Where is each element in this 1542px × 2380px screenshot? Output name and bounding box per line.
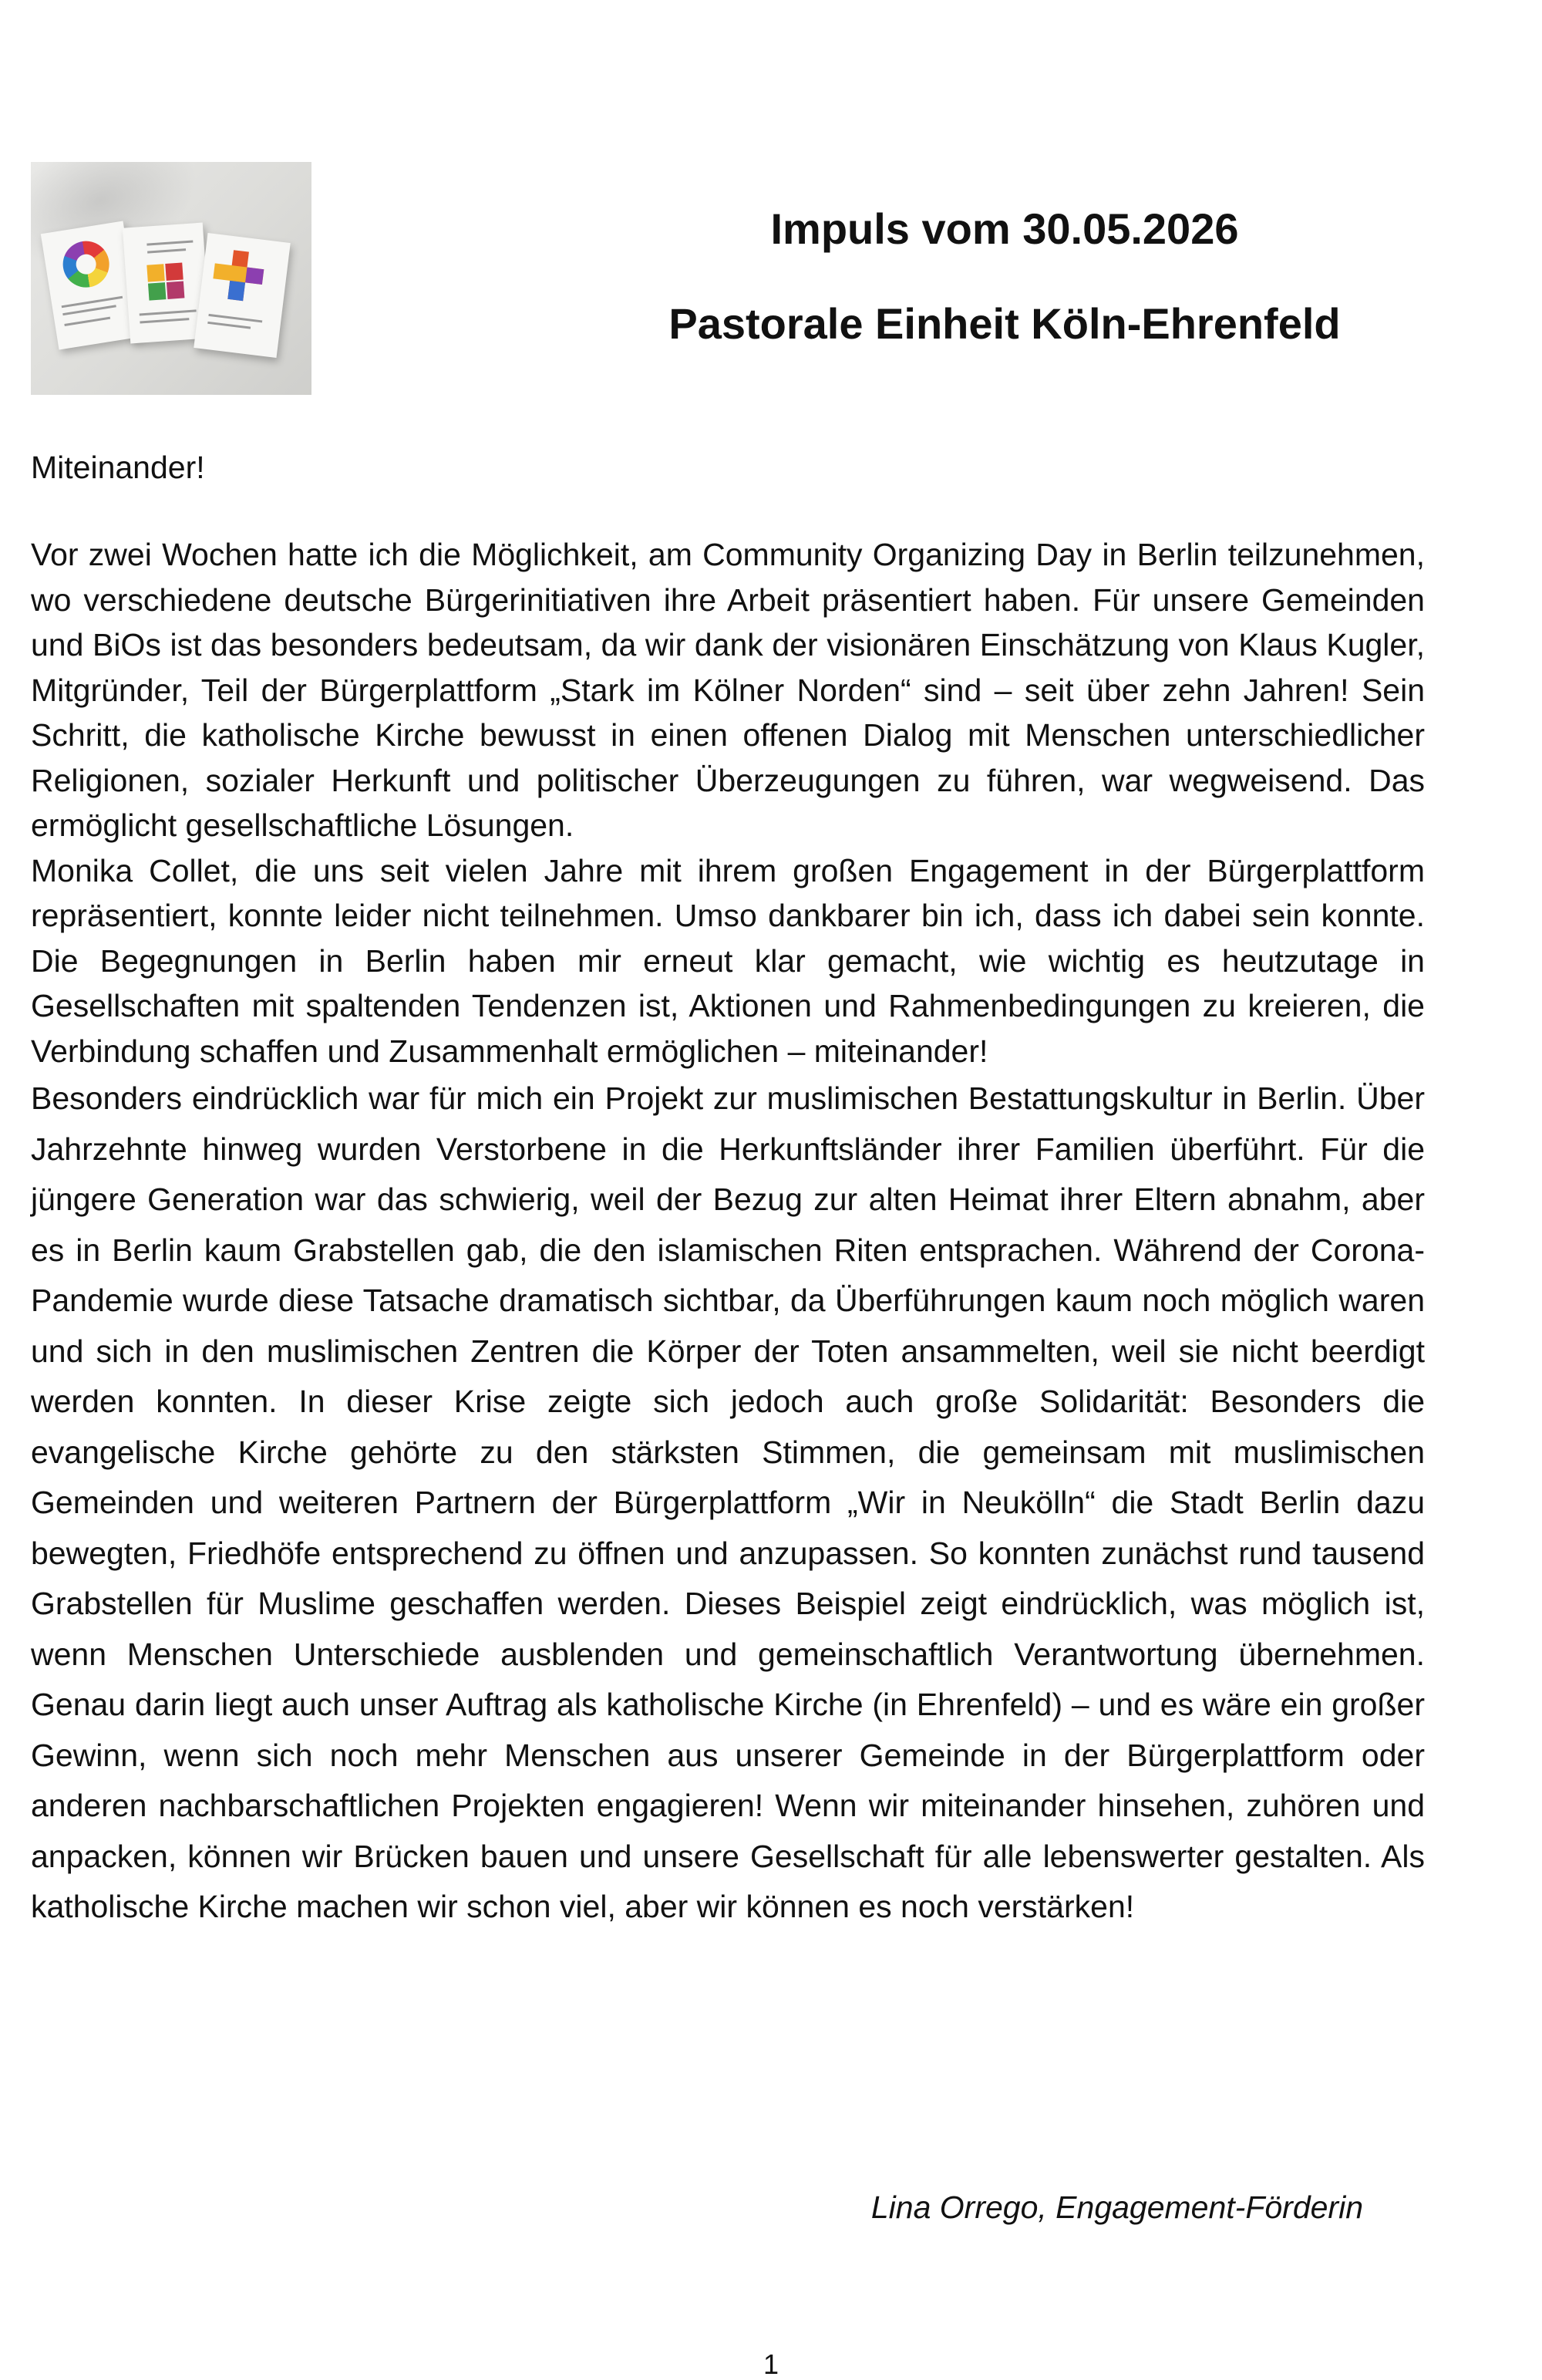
page-title: Impuls vom 30.05.2026 bbox=[770, 204, 1239, 253]
paragraph: Vor zwei Wochen hatte ich die Möglichkeit, am Community Organizing Day in Berlin teilzunehmen, wo verschiedene deutsche Bürgerinitiativen ihre Arbeit präsentiert haben. Für unsere Gemeinden und BiOs ist das besonders bedeutsam, da wir dank der visionären Einschätzung von Klaus Kugler, Mitgründer, Teil der Bürgerplattform „Stark im Kölner Norden“ sind – seit über zehn Jahren! Sein Schritt, die katholische Kirche bewusst in einen offenen Dialog mit Menschen unterschiedlicher Religionen, sozialer Herkunft und politischer Überzeugungen zu führen, war wegweisend. Das ermöglicht gesellschaftliche Lösungen. bbox=[31, 537, 1425, 843]
body-text bbox=[31, 532, 1425, 1933]
paragraph: Besonders eindrücklich war für mich ein Projekt zur muslimischen Bestattungskultur in Berlin. Über Jahrzehnte hinweg wurden Verstorbene in die Herkunftsländer ihrer Familien überführt. Für die jüngere Generation war das schwierig, weil der Bezug zur alten Heimat ihrer Eltern abnahm, aber es in Berlin kaum Grabstellen gab, die den islamischen Riten entsprachen. Während der Corona-Pandemie wurde diese Tatsache dramatisch sichtbar, da Überführungen kaum noch möglich waren und sich in den muslimischen Zentren die Körper der Toten ansammelten, weil sie nicht beerdigt werden konnten. In dieser Krise zeigte sich jedoch auch große Solidarität: Besonders die evangelische Kirche gehörte zu den stärksten Stimmen, die gemeinsam mit muslimischen Gemeinden und weiteren Partnern der Bürgerplattform „Wir in Neukölln“ die Stadt Berlin dazu bewegten, Friedhöfe entsprechend zu öffnen und anzupassen. So konnten zunächst rund tausend Grabstellen für Muslime geschaffen werden. Dieses Beispiel zeigt eindrücklich, was möglich ist, wenn Menschen Unterschiede ausblenden und gemeinschaftlich Verantwortung übernehmen. Genau darin liegt auch unser Auftrag als katholische Kirche (in Ehrenfeld) – und es wäre ein großer Gewinn, wenn sich noch mehr Menschen aus unserer Gemeinde in der Bürgerplattform oder anderen nachbarschaftlichen Projekten engagieren! Wenn wir miteinander hinsehen, zuhören und anpacken, können wir Brücken bauen und unsere Gesellschaft für alle lebenswerter gestalten. Als katholische Kirche machen wir schon viel, aber wir können es noch verstärken! bbox=[31, 1080, 1425, 1924]
page-number: 1 bbox=[763, 2348, 779, 2380]
paragraph: Monika Collet, die uns seit vielen Jahre mit ihrem großen Engagement in der Bürgerplattform repräsentiert, konnte leider nicht teilnehmen. Umso dankbarer bin ich, dass ich dabei sein konnte. Die Begegnungen in Berlin haben mir erneut klar gemacht, wie wichtig es heutzutage in Gesellschaften mit spaltenden Tendenzen ist, Aktionen und Rahmenbedingungen zu kreieren, die Verbindung schaffen und Zusammenhalt ermöglichen – miteinander! bbox=[31, 852, 1425, 1069]
greeting: Miteinander! bbox=[31, 450, 205, 485]
signature: Lina Orrego, Engagement-Förderin bbox=[870, 2190, 1363, 2225]
page-subtitle: Pastorale Einheit Köln-Ehrenfeld bbox=[668, 299, 1341, 348]
brochures-photo-icon bbox=[31, 162, 311, 395]
